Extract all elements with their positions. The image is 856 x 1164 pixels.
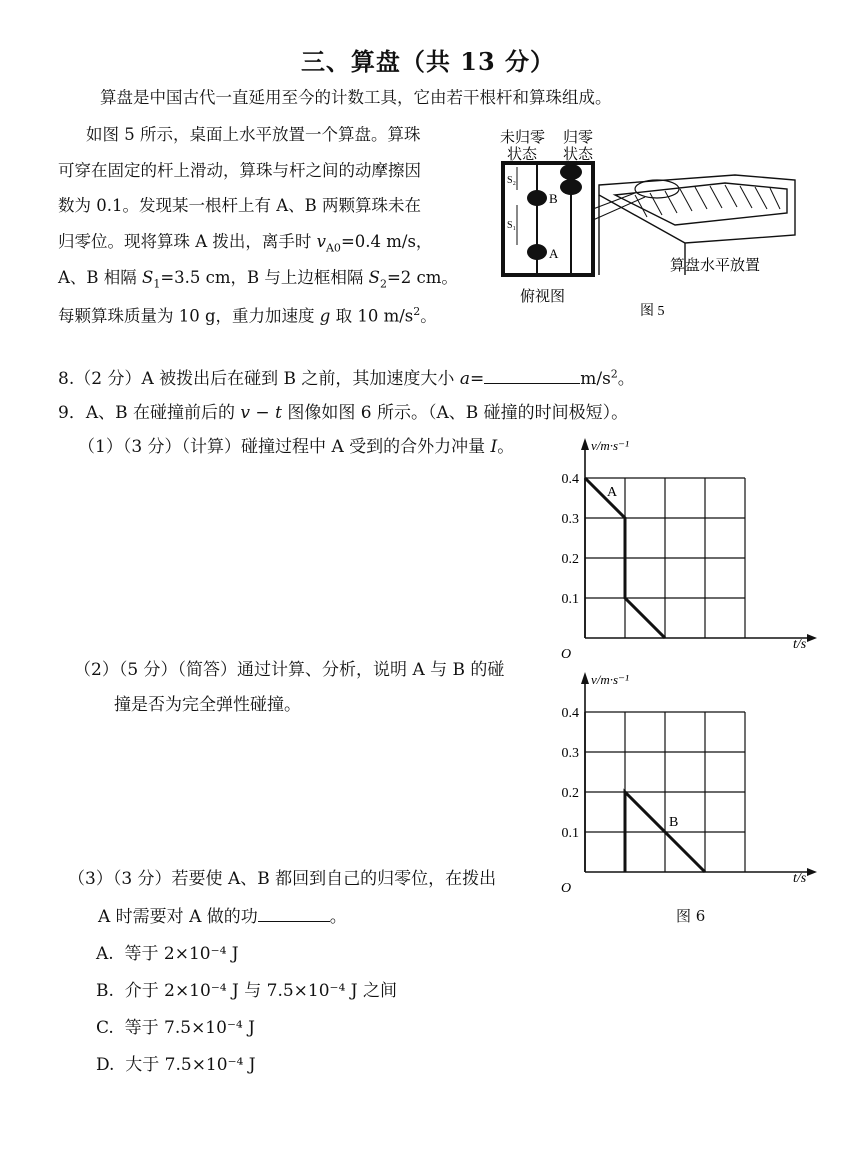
y-tick-label: 0.2 xyxy=(561,552,579,567)
question-9-stem: 9．A、B 在碰撞前后的 v − t 图像如图 6 所示。（A、B 碰撞的时间极短）。 xyxy=(58,403,629,423)
label-zeroed-1: 归零 xyxy=(563,130,594,146)
intro-line-3: 可穿在固定的杆上滑动，算珠与杆之间的动摩擦因 xyxy=(58,161,421,180)
y-axis-label: v/m·s⁻¹ xyxy=(591,438,629,453)
y-axis-label: v/m·s⁻¹ xyxy=(591,672,629,687)
y-tick-label: 0.2 xyxy=(561,786,579,801)
label-top-view: 俯视图 xyxy=(520,289,566,305)
intro-line-2: 如图 5 所示，桌面上水平放置一个算盘。算珠 xyxy=(86,125,421,144)
label-bead-a: A xyxy=(549,246,559,261)
intro-line-7: 每颗算珠质量为 10 g，重力加速度 g 取 10 $m/s^2$。 xyxy=(58,305,437,326)
option-c[interactable]: C. 等于 7.5×10⁻⁴ J xyxy=(96,1018,255,1038)
section-title: 三、算盘（共 13 分） xyxy=(300,47,556,76)
q8-answer-blank[interactable] xyxy=(484,369,580,384)
intro-line-5: 归零位。现将算珠 A 拨出，离手时 $v_{A0}=0.4$ m/s， xyxy=(58,232,433,255)
question-8: 8.（2 分）A 被拨出后在碰到 B 之前，其加速度大小 $a= m/s^2$。 xyxy=(58,367,635,389)
label-s2: S₂ xyxy=(507,175,517,186)
x-axis-label: t/s xyxy=(793,871,807,886)
intro-line-1: 算盘是中国古代一直延用至今的计数工具，它由若干根杆和算珠组成。 xyxy=(100,88,612,107)
label-unzeroed-2: 状态 xyxy=(507,147,538,163)
fig5-caption: 图 5 xyxy=(640,304,665,319)
origin-label: O xyxy=(561,881,572,894)
y-axis-arrow-icon xyxy=(581,438,589,450)
vt-chart-b xyxy=(545,664,835,894)
option-d[interactable]: D. 大于 7.5×10⁻⁴ J xyxy=(96,1055,256,1075)
fig6-caption: 图 6 xyxy=(676,907,706,925)
series-label: B xyxy=(669,815,679,830)
option-a[interactable]: A. 等于 2×10⁻⁴ J xyxy=(96,944,239,964)
intro-line-4: 数为 0.1。发现某一根杆上有 A、B 两颗算珠未在 xyxy=(58,196,422,215)
table-sketch xyxy=(599,175,795,243)
y-tick-label: 0.4 xyxy=(561,472,579,487)
x-axis-arrow-icon xyxy=(807,868,817,876)
question-9-3-line2: A 时需要对 A 做的功 。 xyxy=(98,907,347,927)
q9-3-answer-blank[interactable] xyxy=(258,907,330,922)
figure-5 xyxy=(495,125,815,325)
question-9-2-line2: 撞是否为完全弹性碰撞。 xyxy=(114,695,301,715)
bead-b xyxy=(527,190,547,206)
y-tick-label: 0.3 xyxy=(561,746,579,761)
y-tick-label: 0.1 xyxy=(561,826,579,841)
series-label: A xyxy=(607,485,618,500)
label-s1: S₁ xyxy=(507,220,517,231)
question-9-3-line1: （3）（3 分）若要使 A、B 都回到自己的归零位，在拨出 xyxy=(68,869,497,889)
y-tick-label: 0.3 xyxy=(561,512,579,527)
origin-label: O xyxy=(561,647,572,660)
y-axis-arrow-icon xyxy=(581,672,589,684)
intro-line-6: A、B 相隔 $S_1=3.5$ cm，B 与上边框相隔 $S_2=2$ cm。 xyxy=(58,268,458,291)
x-axis-arrow-icon xyxy=(807,634,817,642)
bead-zeroed-1 xyxy=(560,164,582,180)
bead-a xyxy=(527,244,547,260)
option-b[interactable]: B. 介于 2×10⁻⁴ J 与 7.5×10⁻⁴ J 之间 xyxy=(96,981,397,1001)
question-9-1: （1）（3 分）（计算）碰撞过程中 A 受到的合外力冲量 I。 xyxy=(78,437,515,457)
label-flat: 算盘水平放置 xyxy=(670,258,761,274)
y-tick-label: 0.4 xyxy=(561,706,579,721)
bead-zeroed-2 xyxy=(560,179,582,195)
y-tick-label: 0.1 xyxy=(561,592,579,607)
label-unzeroed-1: 未归零 xyxy=(500,130,546,146)
label-zeroed-2: 状态 xyxy=(563,147,594,163)
question-9-2-line1: （2）（5 分）（简答）通过计算、分析，说明 A 与 B 的碰 xyxy=(74,660,505,680)
label-bead-b: B xyxy=(549,191,558,206)
vt-chart-a xyxy=(545,430,835,660)
x-axis-label: t/s xyxy=(793,637,807,652)
